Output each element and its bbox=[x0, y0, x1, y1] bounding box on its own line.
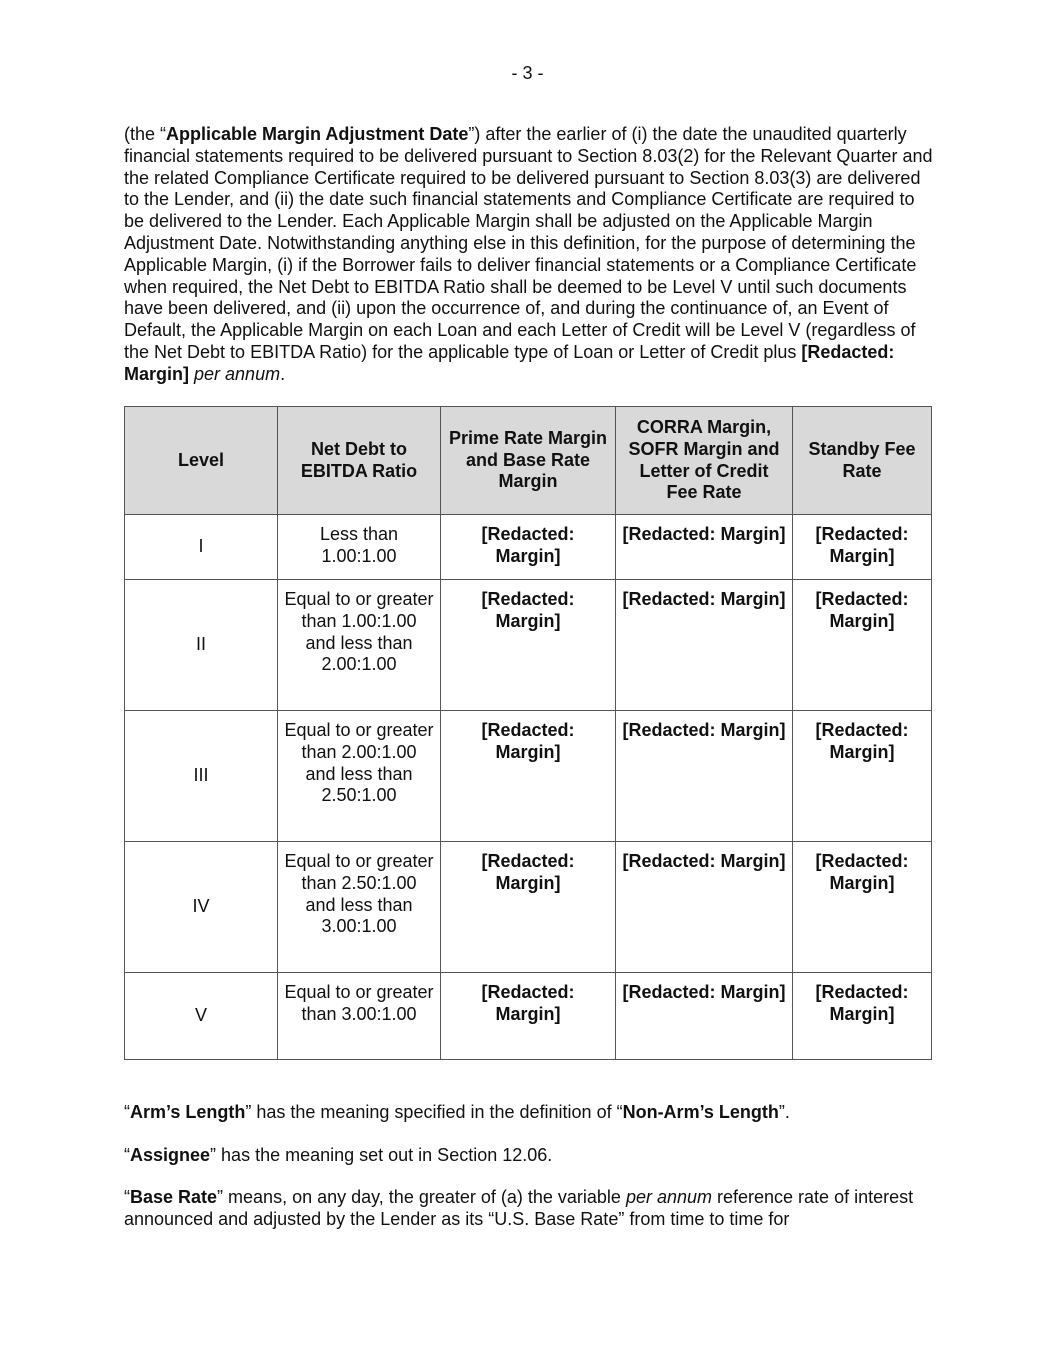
open-quote: “ bbox=[124, 1187, 130, 1207]
per-annum: per annum bbox=[625, 1187, 712, 1207]
defined-term-applicable-margin-adjustment-date: Applicable Margin Adjustment Date bbox=[166, 124, 469, 144]
intro-text-1: (the “ bbox=[124, 124, 167, 144]
level-cell: III bbox=[125, 711, 278, 842]
prime-margin-cell: [Redacted: Margin] bbox=[441, 515, 616, 580]
ratio-cell: Equal to or greater than 1.00:1.00 and less than 2.00:1.00 bbox=[278, 580, 441, 711]
corra-margin-cell: [Redacted: Margin] bbox=[616, 711, 793, 842]
table-row bbox=[125, 580, 932, 711]
header-level: Level bbox=[125, 407, 278, 515]
standby-fee-cell: [Redacted: Margin] bbox=[793, 842, 932, 973]
prime-margin-cell: [Redacted: Margin] bbox=[441, 973, 616, 1060]
prime-margin-cell: [Redacted: Margin] bbox=[441, 711, 616, 842]
prime-margin-cell: [Redacted: Margin] bbox=[441, 580, 616, 711]
table-row bbox=[125, 973, 932, 1060]
standby-fee-cell: [Redacted: Margin] bbox=[793, 580, 932, 711]
base-rate-definition bbox=[124, 1187, 936, 1231]
applicable-margin-table bbox=[124, 406, 932, 1060]
standby-fee-cell: [Redacted: Margin] bbox=[793, 711, 932, 842]
table-row bbox=[125, 515, 932, 580]
table-header-row bbox=[125, 407, 932, 515]
arms-length-definition bbox=[124, 1102, 936, 1124]
ratio-cell: Equal to or greater than 2.50:1.00 and less than 3.00:1.00 bbox=[278, 842, 441, 973]
intro-text-2: ”) after the earlier of (i) the date the unaudited quarterly financial statements required to be delivered pursuant to Section 8.03(2) for the Relevant Quarter and the related Compliance Certificate required to be delivered pursuant to Section 8.03(3) are delivered to the Lender, and (ii) the date such financial statements and Compliance Certificate are required to be delivered to the Lender. Each Applicable Margin shall be adjusted on the Applicable Margin Adjustment Date. Notwithstanding anything else in this definition, for the purpose of determining the Applicable Margin, (i) if the Borrower fails to deliver financial statements or a Compliance Certificate when required, the Net Debt to EBITDA Ratio shall be deemed to be Level V until such documents have been delivered, and (ii) upon the occurrence of, and during the continuance of, an Event of Default, the Applicable Margin on each Loan and each Letter of Credit will be Level V (regardless of the Net Debt to EBITDA Ratio) for the applicable type of Loan or Letter of Credit plus bbox=[124, 124, 933, 362]
standby-fee-cell: [Redacted: Margin] bbox=[793, 515, 932, 580]
base-rate-text-2: reference rate of interest announced and adjusted by the Lender as its “U.S. Base Rate” from time to time for bbox=[124, 1187, 914, 1229]
base-rate-text-1: ” means, on any day, the greater of (a) the variable bbox=[217, 1187, 626, 1207]
ratio-cell: Less than 1.00:1.00 bbox=[278, 515, 441, 580]
header-net-debt-ratio: Net Debt to EBITDA Ratio bbox=[278, 407, 441, 515]
header-prime-rate-margin: Prime Rate Margin and Base Rate Margin bbox=[441, 407, 616, 515]
assignee-definition bbox=[124, 1145, 936, 1167]
defined-term-assignee: Assignee bbox=[130, 1145, 211, 1165]
standby-fee-cell: [Redacted: Margin] bbox=[793, 973, 932, 1060]
assignee-text: ” has the meaning set out in Section 12.06. bbox=[210, 1145, 553, 1165]
prime-margin-cell: [Redacted: Margin] bbox=[441, 842, 616, 973]
open-quote: “ bbox=[124, 1102, 130, 1122]
corra-margin-cell: [Redacted: Margin] bbox=[616, 515, 793, 580]
intro-text-4: . bbox=[280, 363, 286, 384]
arms-length-text-2: ”. bbox=[778, 1102, 790, 1122]
arms-length-text-1: ” has the meaning specified in the definition of “ bbox=[245, 1102, 623, 1122]
per-annum: per annum bbox=[194, 363, 281, 384]
ratio-cell: Equal to or greater than 3.00:1.00 bbox=[278, 973, 441, 1060]
open-quote: “ bbox=[124, 1145, 130, 1165]
corra-margin-cell: [Redacted: Margin] bbox=[616, 580, 793, 711]
ratio-cell: Equal to or greater than 2.00:1.00 and less than 2.50:1.00 bbox=[278, 711, 441, 842]
defined-term-arms-length: Arm’s Length bbox=[130, 1102, 246, 1122]
level-cell: IV bbox=[125, 842, 278, 973]
corra-margin-cell: [Redacted: Margin] bbox=[616, 973, 793, 1060]
redacted-margin: [Redacted: Margin] bbox=[124, 341, 895, 384]
level-cell: V bbox=[125, 973, 278, 1060]
header-corra-sofr-margin: CORRA Margin, SOFR Margin and Letter of Credit Fee Rate bbox=[616, 407, 793, 515]
page-number: - 3 - bbox=[511, 63, 544, 83]
level-cell: II bbox=[125, 580, 278, 711]
header-standby-fee-rate: Standby Fee Rate bbox=[793, 407, 932, 515]
defined-term-base-rate: Base Rate bbox=[130, 1187, 218, 1207]
corra-margin-cell: [Redacted: Margin] bbox=[616, 842, 793, 973]
table-row bbox=[125, 711, 932, 842]
table-row bbox=[125, 842, 932, 973]
applicable-margin-paragraph bbox=[124, 124, 936, 386]
level-cell: I bbox=[125, 515, 278, 580]
defined-term-non-arms-length: Non-Arm’s Length bbox=[622, 1102, 779, 1122]
